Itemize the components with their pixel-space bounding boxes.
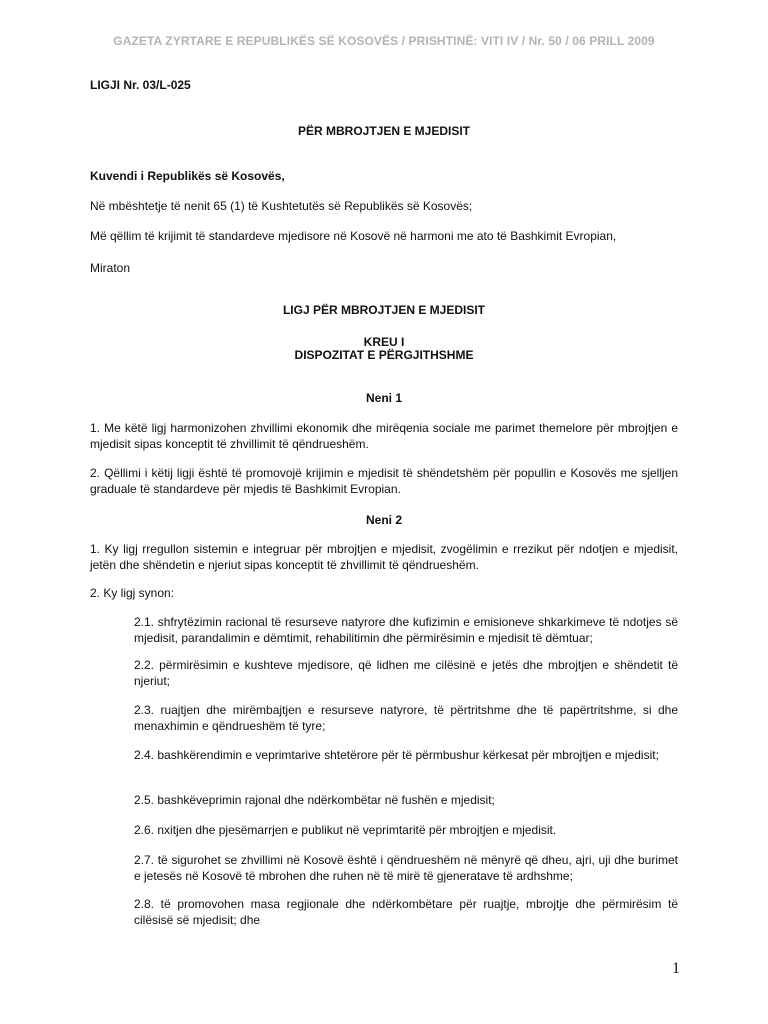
list-item: 2.2. përmirësimin e kushteve mjedisore, që lidhen me cilësinë e jetës dhe mbrojtjen e shëndetit të njeriut; — [134, 658, 678, 688]
law-number: LIGJI Nr. 03/L-025 — [90, 78, 191, 92]
chapter-title: DISPOZITAT E PËRGJITHSHME — [294, 348, 474, 362]
list-item: 2.6. nxitjen dhe pjesëmarrjen e publikut në veprimtaritë për mbrojtjen e mjedisit. — [134, 823, 557, 837]
list-item: 2.1. shfrytëzimin racional të resurseve natyrore dhe kufizimin e emisioneve shkarkimeve të ndotjes së mjedisit, parandalimin e dëmtimit, rehabilitimin dhe përmirësimin e mjedisit të dëmtuar; — [134, 615, 678, 645]
list-item: 2.3. ruajtjen dhe mirëmbajtjen e resurseve natyrore, të përtritshme dhe të papërtritshme, si dhe menaxhimin e qëndrueshëm të tyre; — [134, 703, 678, 733]
article-2-paragraph-1: 1. Ky ligj rregullon sistemin e integruar për mbrojtjen e mjedisit, zvogëlimin e rrezikut për ndotjen e mjedisit, jetën dhe shëndetin e njeriut sipas konceptit të zhvillimit të qëndrueshëm. — [90, 542, 678, 572]
preamble-purpose: Më qëllim të krijimit të standardeve mjedisore në Kosovë në harmoni me ato të Bashkimit Evropian, — [90, 229, 617, 243]
gazette-header: GAZETA ZYRTARE E REPUBLIKËS SË KOSOVËS / PRISHTINË: VITI IV / Nr. 50 / 06 PRILL 2009 — [113, 34, 655, 48]
preamble-assembly: Kuvendi i Republikës së Kosovës, — [90, 169, 285, 183]
list-item: 2.4. bashkërendimin e veprimtarive shtetërore për të përmbushur kërkesat për mbrojtjen e mjedisit; — [134, 748, 659, 762]
article-1-paragraph-2: 2. Qëllimi i këtij ligji është të promovojë krijimin e mjedisit të shëndetshëm për popullin e Kosovës me sjelljen graduale të standardeve për mjedis të Bashkimit Evropian. — [90, 466, 678, 496]
list-item: 2.5. bashkëveprimin rajonal dhe ndërkombëtar në fushën e mjedisit; — [134, 793, 495, 807]
law-title: LIGJ PËR MBROJTJEN E MJEDISIT — [282, 303, 486, 317]
document-title: PËR MBROJTJEN E MJEDISIT — [297, 124, 471, 138]
article-1-heading: Neni 1 — [365, 391, 402, 405]
preamble-adopts: Miraton — [90, 261, 131, 275]
chapter-label: KREU I — [363, 335, 405, 349]
list-item: 2.8. të promovohen masa regjionale dhe ndërkombëtare për ruajtje, mbrojtje dhe përmirësim të cilësisë së mjedisit; dhe — [134, 897, 678, 927]
article-2-heading: Neni 2 — [365, 513, 402, 527]
article-2-paragraph-2: 2. Ky ligj synon: — [90, 586, 175, 600]
preamble-basis: Në mbështetje të nenit 65 (1) të Kushtetutës së Republikës së Kosovës; — [90, 199, 473, 213]
article-1-paragraph-1: 1. Me këtë ligj harmonizohen zhvillimi ekonomik dhe mirëqenia sociale me parimet themelore për mbrojtjen e mjedisit sipas konceptit të zhvillimit të qëndrueshëm. — [90, 421, 678, 451]
list-item: 2.7. të sigurohet se zhvillimi në Kosovë është i qëndrueshëm në mënyrë që dheu, ajri, uji dhe burimet e jetesës në Kosovë të mbrohen dhe ruhen në të mirë të gjeneratave të ardhshme; — [134, 853, 678, 883]
page-number: 1 — [672, 960, 680, 977]
